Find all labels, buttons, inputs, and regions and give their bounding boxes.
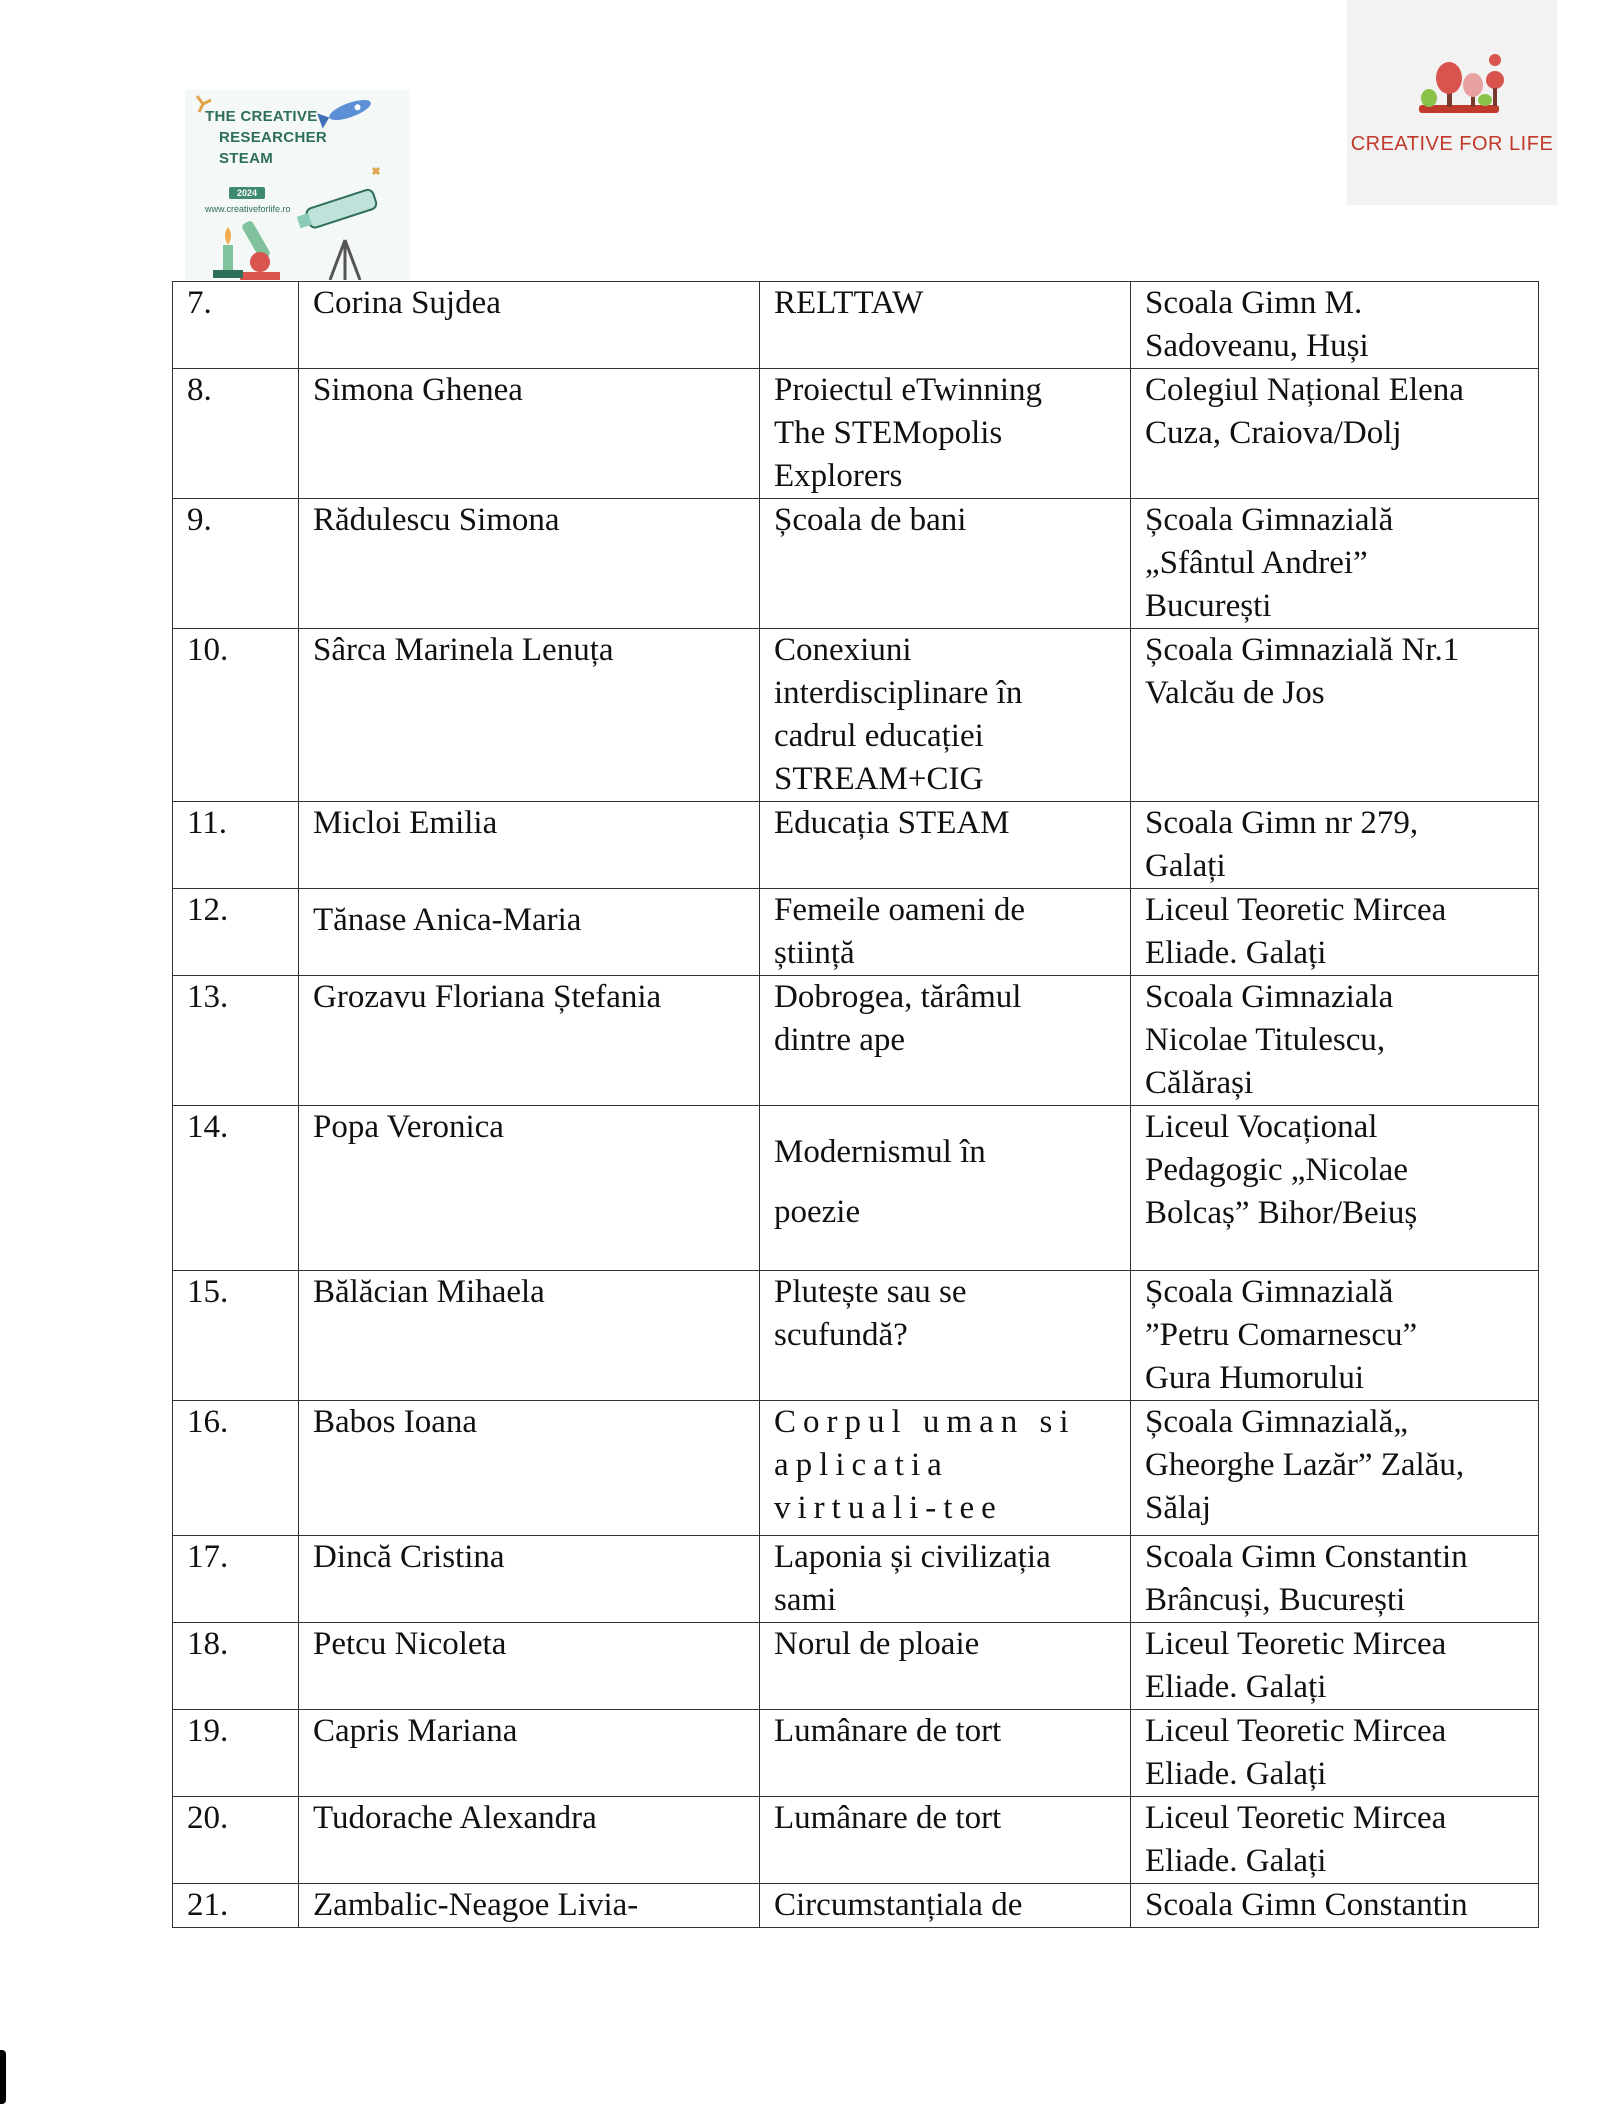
school-name (1131, 369, 1539, 499)
project-title-line: Conexiuni (774, 632, 912, 668)
participant-name (299, 1797, 760, 1884)
school-name-line: Colegiul Național Elena (1145, 372, 1464, 408)
school-name-line: Eliade. Galați (1145, 1756, 1327, 1792)
project-title (760, 1710, 1131, 1797)
participants-table (172, 281, 1539, 1928)
participant-name-text: Rădulescu Simona (313, 502, 560, 538)
creative-for-life-logo (1347, 0, 1557, 205)
project-title-line: poezie (774, 1194, 861, 1230)
row-number (173, 1710, 299, 1797)
row-number-text: 18. (187, 1626, 229, 1662)
project-title (760, 499, 1131, 629)
school-name-line: Pedagogic „Nicolae (1145, 1152, 1408, 1188)
participant-name (299, 1710, 760, 1797)
table-row (173, 1106, 1539, 1271)
participant-name-text: Micloi Emilia (313, 805, 498, 841)
school-name-line: Liceul Teoretic Mircea (1145, 1800, 1447, 1836)
tree-book-icon (1347, 0, 1557, 130)
logo-title-line-1: THE CREATIVE (205, 108, 318, 125)
row-number (173, 369, 299, 499)
table-row (173, 629, 1539, 802)
school-name (1131, 1106, 1539, 1271)
participant-name (299, 1884, 760, 1928)
participant-name-text: Sârca Marinela Lenuța (313, 632, 614, 668)
participant-name-text: Capris Mariana (313, 1713, 518, 1749)
project-title-line: Școala de bani (774, 502, 967, 538)
participant-name (299, 1623, 760, 1710)
row-number (173, 802, 299, 889)
table-row (173, 802, 1539, 889)
project-title-line: Laponia și civilizația (774, 1539, 1051, 1575)
participants-table-body (173, 282, 1539, 1928)
school-name-line: Eliade. Galați (1145, 1669, 1327, 1705)
participant-name-text: Corina Sujdea (313, 285, 501, 321)
participant-name (299, 1271, 760, 1401)
row-number (173, 282, 299, 369)
school-name (1131, 889, 1539, 976)
table-row (173, 369, 1539, 499)
logo-title-line-3: STEAM (219, 150, 273, 167)
row-number-text: 9. (187, 502, 212, 538)
participant-name-text: Babos Ioana (313, 1404, 478, 1440)
row-number (173, 629, 299, 802)
school-name-line: Scoala Gimnaziala (1145, 979, 1394, 1015)
row-number (173, 976, 299, 1106)
project-title-line: The STEMopolis (774, 415, 1003, 451)
row-number-text: 16. (187, 1404, 229, 1440)
row-number (173, 889, 299, 976)
participant-name (299, 802, 760, 889)
row-number (173, 1106, 299, 1271)
row-number-text: 14. (187, 1109, 229, 1145)
participant-name-text: Bălăcian Mihaela (313, 1274, 545, 1310)
table-row (173, 1401, 1539, 1536)
participant-name (299, 1536, 760, 1623)
school-name-line: „Sfântul Andrei” (1145, 545, 1368, 581)
school-name-line: Scoala Gimn nr 279, (1145, 805, 1419, 841)
participant-name (299, 282, 760, 369)
school-name-line: Liceul Teoretic Mircea (1145, 1626, 1447, 1662)
school-name-line: Valcău de Jos (1145, 675, 1325, 711)
school-name-line: Școala Gimnazială„ (1145, 1404, 1408, 1440)
table-row (173, 976, 1539, 1106)
page-edge-mark (0, 2050, 6, 2104)
project-title-line: interdisciplinare în (774, 675, 1023, 711)
project-title-line: virtuali-tee (774, 1490, 1003, 1526)
school-name-line: Sadoveanu, Huși (1145, 328, 1369, 364)
school-name-line: Școala Gimnazială (1145, 1274, 1394, 1310)
creative-researcher-logo (185, 90, 410, 280)
row-number (173, 1536, 299, 1623)
row-number (173, 1884, 299, 1928)
project-title-line: Modernismul în (774, 1134, 986, 1170)
participant-name (299, 629, 760, 802)
row-number (173, 499, 299, 629)
row-number-text: 11. (187, 805, 228, 841)
school-name-line: Gura Humorului (1145, 1360, 1365, 1396)
table-row (173, 1797, 1539, 1884)
participant-name (299, 499, 760, 629)
participant-name-text: Zambalic-Neagoe Livia- (313, 1887, 639, 1923)
project-title (760, 282, 1131, 369)
project-title-line: știință (774, 935, 855, 971)
table-row (173, 282, 1539, 369)
project-title-line: sami (774, 1582, 837, 1618)
row-number-text: 7. (187, 285, 212, 321)
project-title (760, 1884, 1131, 1928)
school-name-line: Cuza, Craiova/Dolj (1145, 415, 1402, 451)
project-title-line: STREAM+CIG (774, 761, 984, 797)
project-title-line: Norul de ploaie (774, 1626, 980, 1662)
participant-name-text: Dincă Cristina (313, 1539, 505, 1575)
project-title (760, 889, 1131, 976)
school-name-line: București (1145, 588, 1272, 624)
table-row (173, 1884, 1539, 1928)
row-number-text: 10. (187, 632, 229, 668)
project-title-line: Plutește sau se (774, 1274, 967, 1310)
school-name-line: Școala Gimnazială Nr.1 (1145, 632, 1460, 668)
school-name-line: Scoala Gimn M. (1145, 285, 1363, 321)
row-number-text: 13. (187, 979, 229, 1015)
school-name (1131, 282, 1539, 369)
school-name-line: Bolcaș” Bihor/Beiuș (1145, 1195, 1418, 1231)
school-name (1131, 1884, 1539, 1928)
participant-name (299, 889, 760, 976)
project-title-line: Corpul uman si (774, 1404, 1076, 1440)
school-name (1131, 1710, 1539, 1797)
row-number (173, 1401, 299, 1536)
row-number (173, 1271, 299, 1401)
school-name (1131, 976, 1539, 1106)
school-name-line: Scoala Gimn Constantin (1145, 1539, 1468, 1575)
participant-name (299, 976, 760, 1106)
project-title (760, 1106, 1131, 1271)
participant-name-text: Tănase Anica-Maria (313, 902, 582, 938)
table-row (173, 1271, 1539, 1401)
project-title-line: RELTTAW (774, 285, 924, 321)
logo-year-badge: 2024 (229, 187, 265, 199)
project-title (760, 369, 1131, 499)
participant-name (299, 369, 760, 499)
row-number-text: 20. (187, 1800, 229, 1836)
project-title-line: Lumânare de tort (774, 1800, 1002, 1836)
project-title-line: aplicatia (774, 1447, 949, 1483)
school-name (1131, 629, 1539, 802)
project-title (760, 1797, 1131, 1884)
row-number-text: 19. (187, 1713, 229, 1749)
school-name-line: Gheorghe Lazăr” Zalău, (1145, 1447, 1465, 1483)
row-number (173, 1623, 299, 1710)
project-title-line: cadrul educației (774, 718, 984, 754)
table-row (173, 499, 1539, 629)
participant-name-text: Grozavu Floriana Ștefania (313, 979, 662, 1015)
school-name-line: Liceul Vocațional (1145, 1109, 1378, 1145)
school-name (1131, 1401, 1539, 1536)
row-number-text: 15. (187, 1274, 229, 1310)
school-name-line: Nicolae Titulescu, (1145, 1022, 1386, 1058)
participant-name (299, 1401, 760, 1536)
school-name (1131, 1536, 1539, 1623)
participant-name-text: Simona Ghenea (313, 372, 523, 408)
school-name-line: Liceul Teoretic Mircea (1145, 1713, 1447, 1749)
project-title (760, 1623, 1131, 1710)
school-name-line: Eliade. Galați (1145, 935, 1327, 971)
school-name-line: Școala Gimnazială (1145, 502, 1394, 538)
school-name-line: Scoala Gimn Constantin (1145, 1887, 1468, 1923)
school-name-line: Liceul Teoretic Mircea (1145, 892, 1447, 928)
project-title (760, 629, 1131, 802)
table-row (173, 889, 1539, 976)
school-name (1131, 1271, 1539, 1401)
project-title-line: Explorers (774, 458, 903, 494)
school-name (1131, 1623, 1539, 1710)
project-title (760, 1271, 1131, 1401)
participant-name-text: Tudorache Alexandra (313, 1800, 597, 1836)
school-name-line: Brâncuși, București (1145, 1582, 1406, 1618)
participant-name-text: Popa Veronica (313, 1109, 504, 1145)
school-name (1131, 499, 1539, 629)
school-name-line: Eliade. Galați (1145, 1843, 1327, 1879)
school-name (1131, 802, 1539, 889)
project-title-line: Educația STEAM (774, 805, 1010, 841)
project-title-line: Proiectul eTwinning (774, 372, 1043, 408)
logo-url: www.creativeforlife.ro (205, 204, 291, 214)
project-title (760, 1536, 1131, 1623)
project-title-line: Lumânare de tort (774, 1713, 1002, 1749)
row-number-text: 12. (187, 892, 229, 928)
project-title-line: Femeile oameni de (774, 892, 1026, 928)
table-row (173, 1710, 1539, 1797)
project-title-line: scufundă? (774, 1317, 908, 1353)
school-name-line: Călărași (1145, 1065, 1254, 1101)
project-title (760, 1401, 1131, 1536)
project-title-line: Dobrogea, tărâmul (774, 979, 1022, 1015)
project-title-line: Circumstanțiala de (774, 1887, 1023, 1923)
logo-title-line-2: RESEARCHER (219, 129, 328, 146)
row-number-text: 17. (187, 1539, 229, 1575)
participant-name-text: Petcu Nicoleta (313, 1626, 507, 1662)
school-name-line: Sălaj (1145, 1490, 1211, 1526)
school-name-line: ”Petru Comarnescu” (1145, 1317, 1418, 1353)
row-number (173, 1797, 299, 1884)
row-number-text: 8. (187, 372, 212, 408)
school-name (1131, 1797, 1539, 1884)
participant-name (299, 1106, 760, 1271)
row-number-text: 21. (187, 1887, 229, 1923)
table-row (173, 1623, 1539, 1710)
project-title (760, 976, 1131, 1106)
project-title-line: dintre ape (774, 1022, 906, 1058)
school-name-line: Galați (1145, 848, 1226, 884)
project-title (760, 802, 1131, 889)
table-row (173, 1536, 1539, 1623)
creative-for-life-text: CREATIVE FOR LIFE (1350, 133, 1554, 155)
